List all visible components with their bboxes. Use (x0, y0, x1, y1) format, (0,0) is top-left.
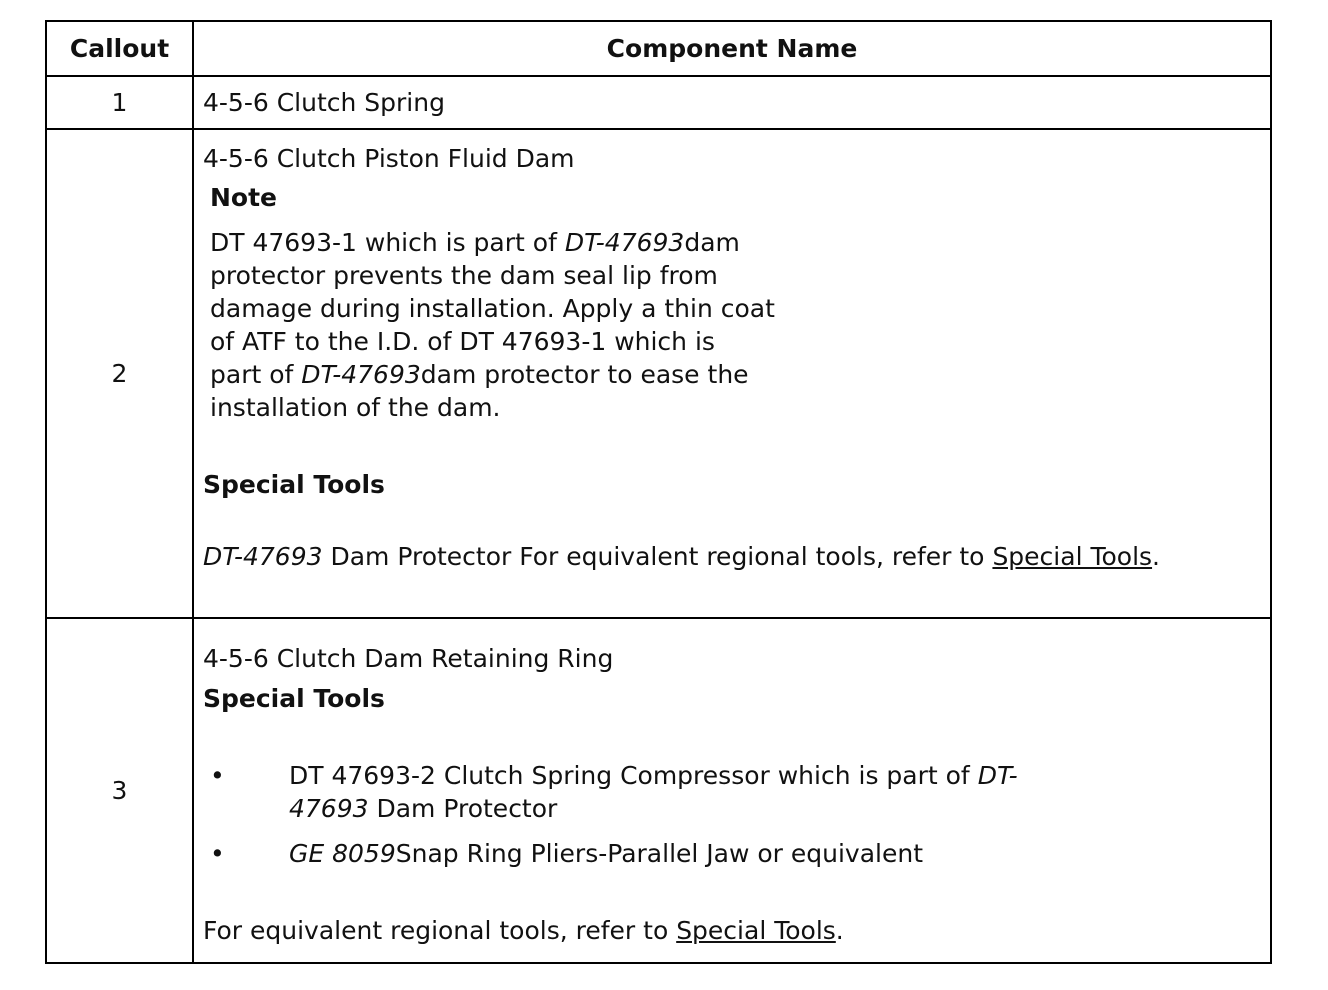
callout-cell: 2 (46, 129, 193, 618)
component-name: 4-5-6 Clutch Dam Retaining Ring (203, 644, 614, 673)
header-callout: Callout (46, 21, 193, 76)
table-row (46, 76, 1271, 129)
tool-reference: DT- (977, 761, 1018, 790)
table-row (46, 618, 1271, 963)
note-line: damage during installation. Apply a thin coat (210, 294, 775, 323)
tool-reference: 47693 (289, 794, 369, 823)
callout-cell: 3 (46, 618, 193, 963)
bullet: • (210, 761, 225, 790)
component-name-cell (193, 76, 1271, 129)
note-line: protector prevents the dam seal lip from (210, 261, 718, 290)
note-block (203, 181, 1270, 424)
header-component-name: Component Name (193, 21, 1271, 76)
special-tools-footer: For equivalent regional tools, refer to Special Tools. (203, 916, 844, 945)
callout-cell: 1 (46, 76, 193, 129)
component-name-cell (193, 129, 1271, 618)
tool-reference: DT-47693 (203, 542, 323, 571)
tool-reference: DT-47693 (301, 360, 421, 389)
note-body (210, 226, 1270, 424)
special-tools-heading: Special Tools (203, 684, 385, 713)
bullet: • (210, 839, 225, 868)
tool-reference: GE 8059 (289, 839, 396, 868)
component-table (45, 20, 1272, 964)
list-item: • GE 8059Snap Ring Pliers-Parallel Jaw or equivalent (210, 839, 924, 868)
note-line: part of DT-47693dam protector to ease the (210, 360, 749, 389)
special-tools-link[interactable]: Special Tools (676, 916, 836, 945)
note-heading: Note (210, 183, 278, 212)
component-name: 4-5-6 Clutch Spring (203, 88, 445, 117)
tool-list (203, 759, 1270, 870)
note-line: DT 47693-1 which is part of DT-47693dam (210, 228, 740, 257)
note-line: installation of the dam. (210, 393, 501, 422)
list-item: • DT 47693-2 Clutch Spring Compressor which is part of DT- 47693 Dam Protector (210, 761, 1018, 823)
special-tools-text: DT-47693 Dam Protector For equivalent regional tools, refer to Special Tools. (203, 542, 1160, 571)
tool-reference: DT-47693 (564, 228, 685, 257)
table-row (46, 129, 1271, 618)
special-tools-link[interactable]: Special Tools (992, 542, 1153, 571)
note-line: of ATF to the I.D. of DT 47693-1 which is (210, 327, 715, 356)
special-tools-heading: Special Tools (203, 470, 385, 499)
component-name: 4-5-6 Clutch Piston Fluid Dam (203, 144, 575, 173)
header-row (46, 21, 1271, 76)
component-name-cell (193, 618, 1271, 963)
